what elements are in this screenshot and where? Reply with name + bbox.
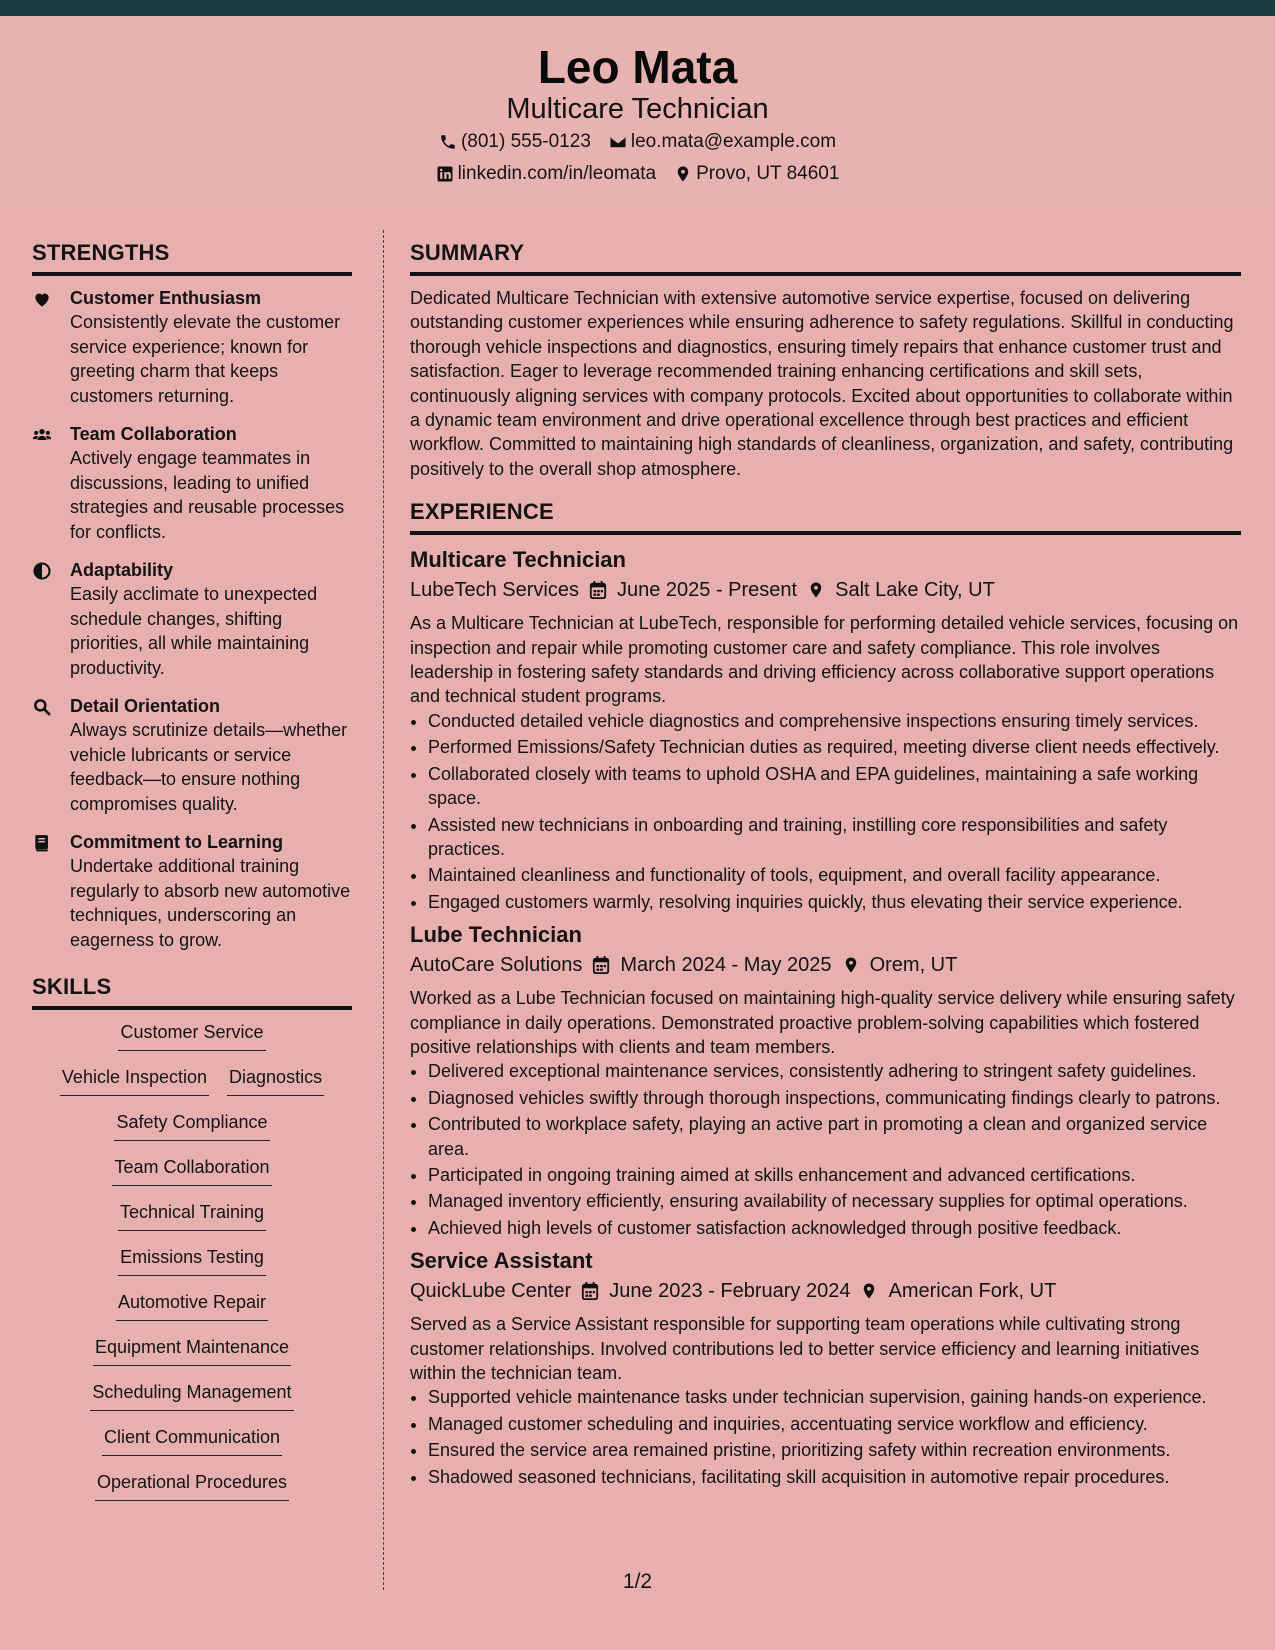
candidate-title: Multicare Technician	[506, 92, 769, 125]
envelope-icon	[609, 133, 627, 151]
location-contact	[674, 158, 839, 190]
strength-title: Team Collaboration	[70, 424, 237, 444]
map-pin-icon	[674, 165, 692, 183]
phone-text: (801) 555-0123	[460, 130, 591, 152]
strength-item	[32, 422, 352, 544]
job-title: Multicare Technician	[410, 547, 626, 573]
job-bullet: • Collaborated closely with teams to uphold OSHA and EPA guidelines, maintaining a safe working space.	[428, 762, 1241, 811]
strength-title: Commitment to Learning	[70, 832, 284, 852]
skill-tag: Technical Training	[118, 1200, 266, 1231]
job-bullet: • Managed inventory efficiently, ensuring availability of necessary supplies for optimal operations.	[428, 1189, 1241, 1213]
job-bullet: • Conducted detailed vehicle diagnostics and comprehensive inspections ensuring timely services.	[428, 709, 1241, 733]
job-title: Service Assistant	[410, 1248, 593, 1274]
skill-tag: Vehicle Inspection	[60, 1065, 209, 1096]
strength-desc: Always scrutinize details—whether vehicle lubricants or service feedback—to ensure nothing compromises quality.	[70, 720, 348, 814]
map-pin-icon	[842, 955, 860, 975]
strength-item	[32, 558, 352, 680]
strength-title: Detail Orientation	[70, 696, 221, 716]
map-pin-icon	[807, 580, 825, 600]
skill-tag: Diagnostics	[227, 1065, 324, 1096]
job-bullets	[410, 1385, 1241, 1489]
email-text: leo.mata@example.com	[630, 130, 837, 152]
candidate-name: Leo Mata	[537, 41, 738, 93]
job-dates-group	[581, 1276, 850, 1306]
page-number: 1/2	[622, 1570, 653, 1593]
job-entry	[410, 1246, 1241, 1489]
job-meta	[410, 575, 1241, 605]
job-location: Orem, UT	[869, 954, 958, 977]
skill-tag: Safety Compliance	[114, 1110, 269, 1141]
job-company: LubeTech Services	[410, 579, 579, 602]
summary-heading: SUMMARY	[410, 240, 1241, 276]
job-meta	[410, 1276, 1241, 1306]
job-location: American Fork, UT	[888, 1280, 1057, 1303]
job-bullet: • Contributed to workplace safety, playing an active part in promoting a clean and organized service area.	[428, 1112, 1241, 1161]
strength-desc: Easily acclimate to unexpected schedule changes, shifting priorities, all while maintaining productivity.	[70, 584, 318, 678]
job-description: Worked as a Lube Technician focused on maintaining high-quality service delivery while ensuring safety compliance in daily operations. Demonstrated proactive problem-solving capabilities which fostered positive relationships with clients and team members.	[410, 988, 1235, 1057]
job-location-group	[807, 575, 995, 605]
job-entry	[410, 920, 1241, 1240]
job-meta	[410, 950, 1241, 980]
linkedin-contact[interactable]	[436, 158, 657, 190]
heart-icon	[32, 289, 52, 309]
skill-tag: Operational Procedures	[95, 1470, 289, 1501]
job-description: As a Multicare Technician at LubeTech, responsible for performing detailed vehicle services, focusing on inspection and repair while promoting customer care and safety compliance. This role involves leadership in fostering safety standards and driving efficiency across collaborative support operations and technical student programs.	[410, 613, 1239, 707]
skill-tag: Emissions Testing	[118, 1245, 266, 1276]
job-bullet: • Managed customer scheduling and inquiries, accentuating service workflow and efficiency.	[428, 1412, 1241, 1436]
map-pin-icon	[860, 1281, 878, 1301]
job-dates: March 2024 - May 2025	[620, 954, 832, 977]
job-entry	[410, 545, 1241, 914]
strength-item	[32, 286, 352, 408]
job-bullets	[410, 1059, 1241, 1240]
skill-tag: Team Collaboration	[112, 1155, 271, 1186]
email-contact[interactable]	[609, 126, 836, 158]
strength-item	[32, 694, 352, 816]
job-description: Served as a Service Assistant responsible for supporting team operations while cultivating strong customer relationships. Involved contributions led to better service efficiency and learning initiatives within the technician team.	[410, 1314, 1200, 1383]
strength-title: Customer Enthusiasm	[70, 288, 262, 308]
location-text: Provo, UT 84601	[696, 162, 840, 184]
job-bullet: • Supported vehicle maintenance tasks under technician supervision, gaining hands-on experience.	[428, 1385, 1241, 1409]
strength-desc: Actively engage teammates in discussions, leading to unified strategies and reusable processes for conflicts.	[70, 448, 345, 542]
search-icon	[32, 697, 52, 717]
summary-text: Dedicated Multicare Technician with extensive automotive service expertise, focused on delivering outstanding customer experiences while ensuring adherence to safety regulations. Skillful in conducting thorough vehicle inspections and diagnostics, ensuring timely repairs that enhance customer trust and satisfaction. Eager to leverage recommended training enhancing certifications and skill sets, continuously aligning services with company protocols. Excited about opportunities to collaborate within a dynamic team environment and drive operational excellence through best practices and efficient workflow. Committed to maintaining high standards of cleanliness, organization, and safety, contributing positively to the overall shop atmosphere.	[410, 288, 1234, 479]
calendar-icon	[581, 1281, 599, 1301]
job-dates-group	[592, 950, 831, 980]
book-icon	[32, 833, 52, 853]
skill-tag: Customer Service	[118, 1020, 265, 1051]
job-location-group	[860, 1276, 1056, 1306]
skill-tag: Automotive Repair	[116, 1290, 268, 1321]
strengths-heading: STRENGTHS	[32, 240, 352, 276]
users-icon	[32, 425, 52, 445]
right-column	[410, 240, 1241, 1491]
job-bullets	[410, 709, 1241, 914]
job-bullet: • Diagnosed vehicles swiftly through thorough inspections, communicating findings clearly to patrons.	[428, 1086, 1241, 1110]
job-bullet: • Delivered exceptional maintenance services, consistently adhering to stringent safety guidelines.	[428, 1059, 1241, 1083]
job-bullet: • Participated in ongoing training aimed at skills enhancement and advanced certifications.	[428, 1163, 1241, 1187]
job-dates-group	[589, 575, 797, 605]
contact-row-1	[0, 126, 1275, 158]
job-bullet: • Ensured the service area remained pristine, prioritizing safety within recreation environments.	[428, 1438, 1241, 1462]
job-bullet: • Shadowed seasoned technicians, facilitating skill acquisition in automotive repair procedures.	[428, 1465, 1241, 1489]
linkedin-text: linkedin.com/in/leomata	[457, 162, 657, 184]
left-column	[32, 240, 352, 1515]
skills-list	[32, 1020, 352, 1515]
job-location-group	[842, 950, 958, 980]
strength-desc: Undertake additional training regularly to absorb new automotive techniques, underscoring an eagerness to grow.	[70, 856, 351, 950]
skill-tag: Equipment Maintenance	[93, 1335, 291, 1366]
top-bar	[0, 0, 1275, 16]
job-bullet: • Performed Emissions/Safety Technician duties as required, meeting diverse client needs effectively.	[428, 735, 1241, 759]
job-dates: June 2023 - February 2024	[609, 1280, 851, 1303]
job-title: Lube Technician	[410, 922, 582, 948]
contact-row-2	[0, 158, 1275, 190]
linkedin-icon	[436, 165, 454, 183]
strength-title: Adaptability	[70, 560, 174, 580]
skill-tag: Client Communication	[102, 1425, 282, 1456]
skill-tag: Scheduling Management	[90, 1380, 293, 1411]
strength-item	[32, 830, 352, 952]
job-bullet: • Achieved high levels of customer satisfaction acknowledged through positive feedback.	[428, 1216, 1241, 1240]
half-circle-icon	[32, 561, 52, 581]
job-location: Salt Lake City, UT	[835, 579, 995, 602]
strength-desc: Consistently elevate the customer service experience; known for greeting charm that keeps customers returning.	[70, 312, 341, 406]
job-bullet: • Assisted new technicians in onboarding and training, instilling core responsibilities and safety practices.	[428, 813, 1241, 862]
job-bullet: • Maintained cleanliness and functionality of tools, equipment, and overall facility appearance.	[428, 863, 1241, 887]
calendar-icon	[592, 955, 610, 975]
phone-contact	[439, 126, 591, 158]
column-divider	[383, 230, 384, 1590]
job-company: AutoCare Solutions	[410, 954, 583, 977]
skills-heading: SKILLS	[32, 974, 352, 1010]
phone-icon	[439, 133, 457, 151]
resume-header	[0, 16, 1275, 204]
job-dates: June 2025 - Present	[616, 579, 798, 602]
experience-heading: EXPERIENCE	[410, 499, 1241, 535]
job-bullet: • Engaged customers warmly, resolving inquiries quickly, thus elevating their service experience.	[428, 890, 1241, 914]
job-company: QuickLube Center	[410, 1280, 572, 1303]
job-list	[410, 545, 1241, 1489]
calendar-icon	[589, 580, 607, 600]
